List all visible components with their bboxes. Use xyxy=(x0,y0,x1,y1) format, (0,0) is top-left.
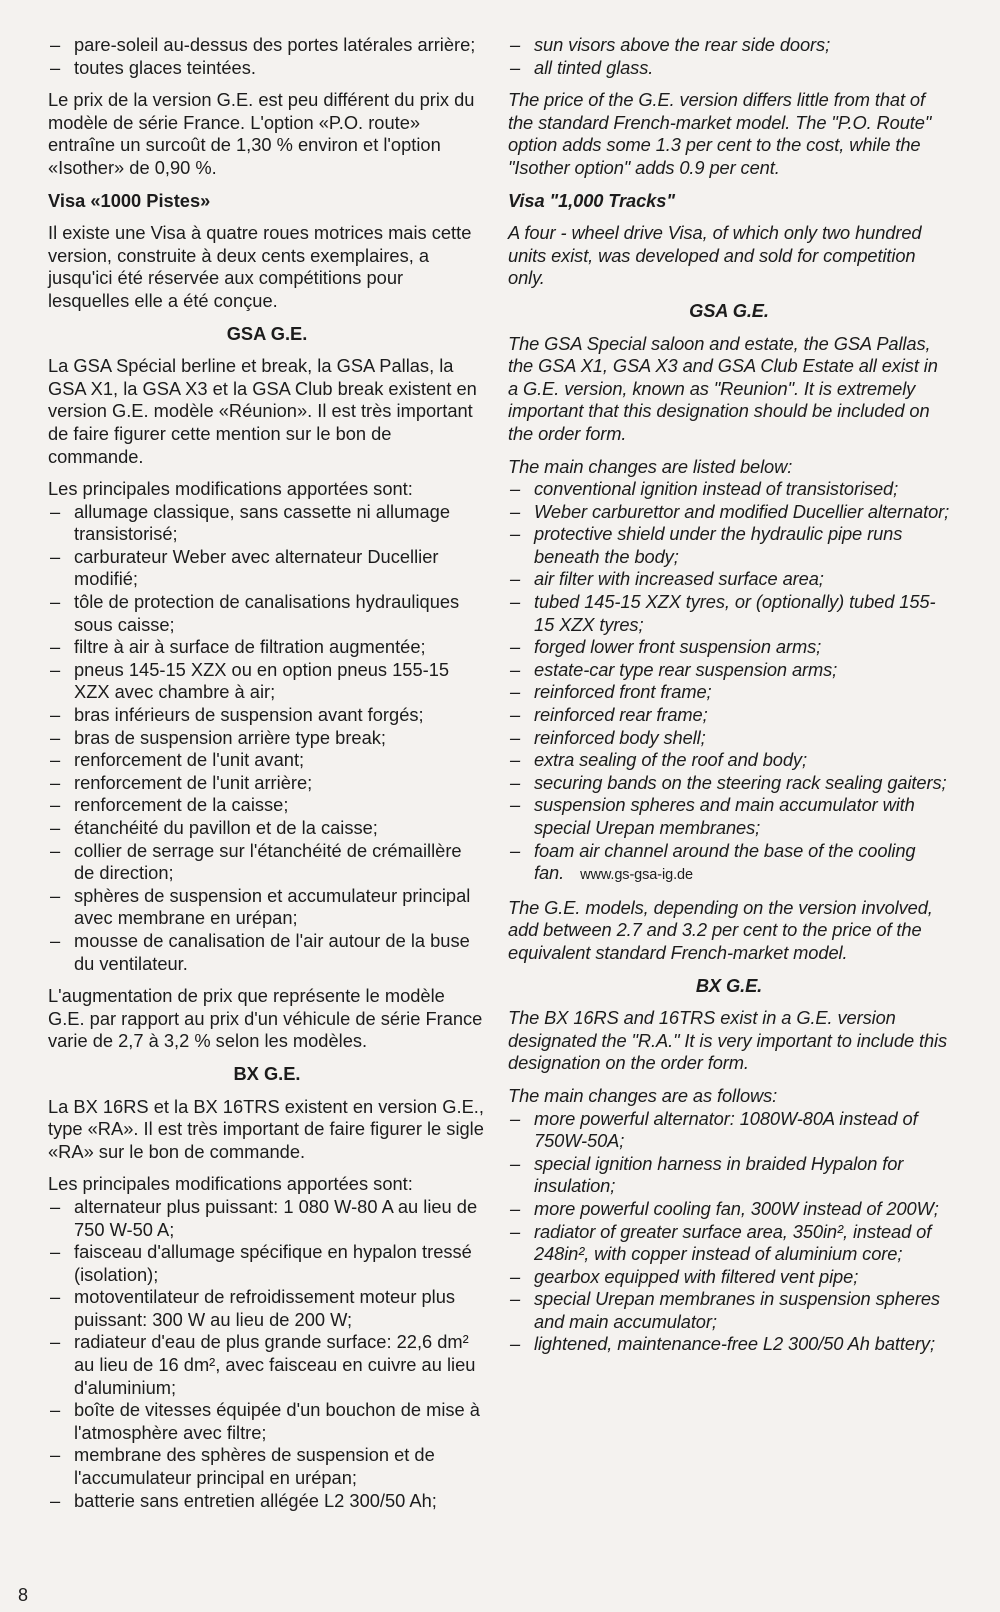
en-top-list xyxy=(508,34,950,79)
list-item: – alternateur plus puissant: 1 080 W-80 A au lieu de 750 W-50 A; xyxy=(48,1196,486,1241)
list-item: – air filter with increased surface area; xyxy=(508,568,950,591)
list-item: – reinforced body shell; xyxy=(508,727,950,750)
list-item: – forged lower front suspension arms; xyxy=(508,636,950,659)
list-item: – extra sealing of the roof and body; xyxy=(508,749,950,772)
fr-price-paragraph: Le prix de la version G.E. est peu différent du prix du modèle de série France. L'option «P.O. route» entraîne un surcoût de 1,30 % environ et l'option «Isother» de 0,90 %. xyxy=(48,89,475,178)
en-bx-paragraph: The BX 16RS and 16TRS exist in a G.E. version designated the "R.A." It is very important to include this designation on the order form. xyxy=(508,1007,948,1074)
list-item: – boîte de vitesses équipée d'un bouchon de mise à l'atmosphère avec filtre; xyxy=(48,1399,486,1444)
list-item: – pare-soleil au-dessus des portes latérales arrière; xyxy=(48,34,486,57)
fr-bx-list xyxy=(48,1196,486,1512)
list-item: – faisceau d'allumage spécifique en hypalon tressé (isolation); xyxy=(48,1241,486,1286)
en-price-paragraph: The price of the G.E. version differs little from that of the standard French-market model. The "P.O. Route" option adds some 1.3 per cent to the cost, while the "Isother option" adds 0.9 per cent. xyxy=(508,89,932,178)
english-column xyxy=(508,34,950,1366)
list-item: – filtre à air à surface de filtration augmentée; xyxy=(48,636,486,659)
en-bx-list xyxy=(508,1108,950,1357)
list-item: – collier de serrage sur l'étanchéité de crémaillère de direction; xyxy=(48,840,486,885)
list-item: – pneus 145-15 XZX ou en option pneus 155-15 XZX avec chambre à air; xyxy=(48,659,486,704)
fr-gsa-paragraph: La GSA Spécial berline et break, la GSA Pallas, la GSA X1, la GSA X3 et la GSA Club break existent en version G.E. modèle «Réunion». Il est très important de faire figurer cette mention sur le bon de commande. xyxy=(48,355,477,467)
en-gsa-list xyxy=(508,478,950,887)
list-item: – radiateur d'eau de plus grande surface: 22,6 dm² au lieu de 16 dm², avec faisceau en cuivre au lieu d'aluminium; xyxy=(48,1331,486,1399)
list-item: – sphères de suspension et accumulateur principal avec membrane en urépan; xyxy=(48,885,486,930)
list-item: – more powerful cooling fan, 300W instead of 200W; xyxy=(508,1198,950,1221)
watermark-url: www.gs-gsa-ig.de xyxy=(580,867,693,884)
fr-gsa-price-paragraph: L'augmentation de prix que représente le modèle G.E. par rapport au prix d'un véhicule de série France varie de 2,7 à 3,2 % selon les modèles. xyxy=(48,985,483,1052)
list-item: – tubed 145-15 XZX tyres, or (optionally) tubed 155-15 XZX tyres; xyxy=(508,591,950,636)
list-item: – securing bands on the steering rack sealing gaiters; xyxy=(508,772,950,795)
list-item: – radiator of greater surface area, 350in², instead of 248in², with copper instead of aluminium core; xyxy=(508,1221,950,1266)
fr-gsa-heading: GSA G.E. xyxy=(226,322,308,344)
list-item: – all tinted glass. xyxy=(508,57,950,80)
list-item: – Weber carburettor and modified Ducellier alternator; xyxy=(508,501,950,524)
list-item xyxy=(508,840,950,887)
list-item: – more powerful alternator: 1080W-80A instead of 750W-50A; xyxy=(508,1108,950,1153)
list-item: – allumage classique, sans cassette ni allumage transistorisé; xyxy=(48,501,486,546)
list-item: – mousse de canalisation de l'air autour de la buse du ventilateur. xyxy=(48,930,486,975)
list-item: – conventional ignition instead of transistorised; xyxy=(508,478,950,501)
list-item: – carburateur Weber avec alternateur Ducellier modifié; xyxy=(48,546,486,591)
list-item: – tôle de protection de canalisations hydrauliques sous caisse; xyxy=(48,591,486,636)
en-gsa-heading: GSA G.E. xyxy=(689,299,769,321)
fr-bx-intro: Les principales modifications apportées sont: xyxy=(48,1173,413,1195)
page-number: 8 xyxy=(18,1585,29,1605)
fr-gsa-list xyxy=(48,501,486,975)
list-item: – suspension spheres and main accumulator with special Urepan membranes; xyxy=(508,794,950,839)
en-gsa-price-paragraph: The G.E. models, depending on the version involved, add between 2.7 and 3.2 per cent to the price of the equivalent standard French-market model. xyxy=(508,896,933,963)
en-visa-heading: Visa "1,000 Tracks" xyxy=(508,189,675,211)
list-item-text: foam air channel around the base of the cooling fan. xyxy=(534,839,916,884)
french-column xyxy=(48,34,486,1522)
en-bx-intro: The main changes are as follows: xyxy=(508,1084,778,1106)
list-item: – membrane des sphères de suspension et de l'accumulateur principal en urépan; xyxy=(48,1444,486,1489)
en-gsa-paragraph: The GSA Special saloon and estate, the GSA Pallas, the GSA X1, GSA X3 and GSA Club Estate all exist in a G.E. version, known as "Reunion". It is extremely important that this designation should be included on the order form. xyxy=(508,332,938,444)
en-visa-paragraph: A four - wheel drive Visa, of which only two hundred units exist, was developed and sold for competition only. xyxy=(508,222,922,289)
list-item: – special ignition harness in braided Hypalon for insulation; xyxy=(508,1153,950,1198)
list-item: – batterie sans entretien allégée L2 300/50 Ah; xyxy=(48,1490,486,1513)
list-item: – special Urepan membranes in suspension spheres and main accumulator; xyxy=(508,1288,950,1333)
list-item: – étanchéité du pavillon et de la caisse; xyxy=(48,817,486,840)
list-item: – gearbox equipped with filtered vent pipe; xyxy=(508,1266,950,1289)
fr-visa-paragraph: Il existe une Visa à quatre roues motrices mais cette version, construite à deux cents exemplaires, a jusqu'ici été réservée aux compétitions pour lesquelles elle a été conçue. xyxy=(48,222,472,311)
list-item: – motoventilateur de refroidissement moteur plus puissant: 300 W au lieu de 200 W; xyxy=(48,1286,486,1331)
list-item: – toutes glaces teintées. xyxy=(48,57,486,80)
fr-bx-heading: BX G.E. xyxy=(233,1062,301,1084)
fr-visa-heading: Visa «1000 Pistes» xyxy=(48,189,211,211)
list-item: – reinforced rear frame; xyxy=(508,704,950,727)
en-bx-heading: BX G.E. xyxy=(695,974,763,996)
en-gsa-intro: The main changes are listed below: xyxy=(508,455,793,477)
list-item: – sun visors above the rear side doors; xyxy=(508,34,950,57)
list-item: – bras inférieurs de suspension avant forgés; xyxy=(48,704,486,727)
list-item: – reinforced front frame; xyxy=(508,681,950,704)
list-item: – renforcement de l'unit avant; xyxy=(48,749,486,772)
list-item: – renforcement de l'unit arrière; xyxy=(48,772,486,795)
list-item: – lightened, maintenance-free L2 300/50 Ah battery; xyxy=(508,1333,950,1356)
list-item: – renforcement de la caisse; xyxy=(48,794,486,817)
fr-bx-paragraph: La BX 16RS et la BX 16TRS existent en version G.E., type «RA». Il est très important de faire figurer le sigle «RA» sur le bon de commande. xyxy=(48,1095,484,1162)
fr-gsa-intro: Les principales modifications apportées sont: xyxy=(48,478,413,500)
fr-top-list xyxy=(48,34,486,79)
list-item: – protective shield under the hydraulic pipe runs beneath the body; xyxy=(508,523,950,568)
list-item: – estate-car type rear suspension arms; xyxy=(508,659,950,682)
list-item: – bras de suspension arrière type break; xyxy=(48,727,486,750)
